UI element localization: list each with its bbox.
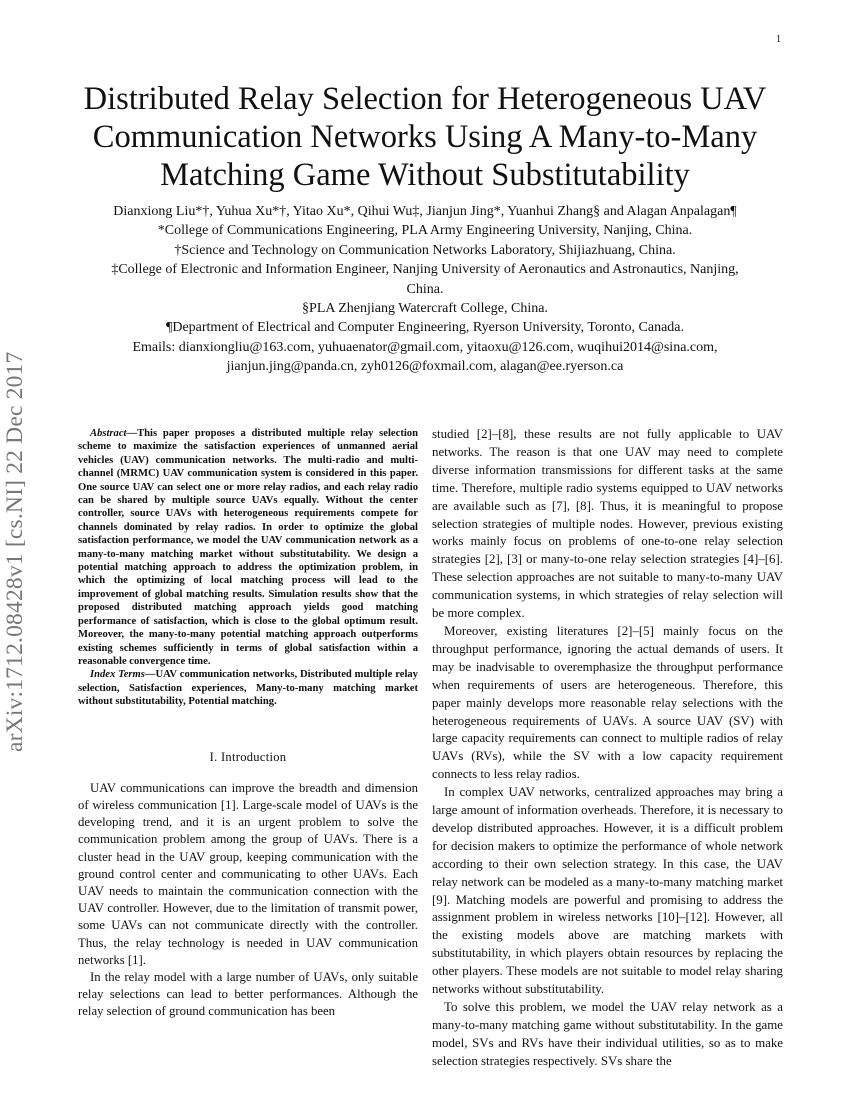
affiliation: †Science and Technology on Communication Networks Laboratory, Shijiazhuang, China. [174, 242, 676, 258]
paragraph: In complex UAV networks, centralized approaches may bring a large amount of information overheads. Therefore, it is necessary to develop distributed approaches. However, it is a difficult problem for decision makers to optimize the performance of whole network according to their own selection strategy. In this case, the UAV relay network can be modeled as a many-to-many matching market [9]. Matching models are powerful and promising to address the assignment problem in wireless networks [10]–[12]. However, all the existing models above are matching markets with substitutability, in which players obtain resources by replacing the other players. These models are not suitable to model relay sharing networks without substitutability. [432, 785, 783, 997]
abstract [78, 427, 418, 668]
paragraph: To solve this problem, we model the UAV relay network as a many-to-many matching game without substitutability. In the game model, SVs and RVs have their individual utilities, so as to make selection strategies respectively. SVs share the [432, 1000, 783, 1068]
abstract-text: —This paper proposes a distributed multiple relay selection scheme to maximize the satisfaction experiences of unmanned aerial vehicles (UAV) communication networks. The multi-radio and multi-channel (MRMC) UAV communication system is considered in this paper. One source UAV can select one or more relay radios, and each relay radio can be shared by multiple source UAVs equally. Without the center controller, source UAVs with heterogeneous requirements compete for channels dominated by relay radios. In order to optimize the global satisfaction performance, we model the UAV communication network as a many-to-many matching market without substitutability. We design a potential matching approach to address the optimization problem, in which the optimizing of local matching process will lead to the improvement of global matching results. Simulation results show that the proposed distributed matching approach yields good matching performance of satisfaction, which is close to the global optimum result. Moreover, the many-to-many potential matching approach outperforms existing schemes sufficiently in terms of global satisfaction within a reasonable convergence time. [78, 428, 418, 667]
emails: Emails: dianxiongliu@163.com, yuhuaenator@gmail.com, yitaoxu@126.com, wuqihui2014@sina.com, [132, 339, 718, 355]
author-block [40, 202, 810, 377]
paragraph: UAV communications can improve the breadth and dimension of wireless communication [1]. Large-scale model of UAVs is the developing trend, and it is an urgent problem to solve the communication problem among the group of UAVs. There is a cluster head in the UAV group, keeping communication with the ground control center and communicating to other UAVs. Each UAV needs to maintain the communication connection with the UAV controller. However, due to the limitation of transmit power, some UAVs can not communicate directly with the controller. Thus, the relay technology is needed in UAV communication networks [1]. [78, 780, 418, 967]
abstract-label: Abstract [90, 428, 127, 439]
affiliation: *College of Communications Engineering, PLA Army Engineering University, Nanjing, China. [157, 223, 693, 239]
affiliation: §PLA Zhenjiang Watercraft College, China. [302, 301, 548, 317]
emails: jianjun.jing@panda.cn, zyh0126@foxmail.com, alagan@ee.ryerson.ca [226, 359, 624, 375]
paragraph: Moreover, existing literatures [2]–[5] mainly focus on the throughput performance, ignoring the actual demands of users. It may be inadvisable to overemphasize the throughput performance when requirements of users are heterogeneous. Therefore, this paper mainly develops more reasonable relay selections with the heterogeneous requirements of UAVs. A source UAV (SV) with large capacity requirements can connect to multiple radios of relay UAVs (RVs), while the SV with a low capacity requirement connects to less relay radios. [432, 623, 783, 782]
paper-title [40, 80, 810, 194]
affiliation: ¶Department of Electrical and Computer Engineering, Ryerson University, Toronto, Canada. [166, 320, 684, 336]
arxiv-stamp: arXiv:1712.08428v1 [cs.NI] 22 Dec 2017 [2, 351, 28, 752]
title-line: Distributed Relay Selection for Heterogeneous UAV [83, 81, 767, 117]
title-line: Matching Game Without Substitutability [160, 157, 690, 193]
right-column [432, 426, 783, 1071]
page-number: 1 [776, 34, 781, 45]
index-terms-label: Index Terms [90, 669, 145, 681]
author-names: Dianxiong Liu*†, Yuhua Xu*†, Yitao Xu*, Qihui Wu‡, Jianjun Jing*, Yuanhui Zhang§ and Alagan Anpalagan¶ [113, 204, 737, 219]
left-column [78, 427, 418, 1021]
paragraph: In the relay model with a large number of UAVs, only suitable relay selections can lead to better performances. Although the relay selection of ground communication has been [78, 969, 418, 1019]
affiliation: ‡College of Electronic and Information Engineer, Nanjing University of Aeronautics and Astronautics, Nanjing, [111, 262, 739, 278]
title-line: Communication Networks Using A Many-to-Many [92, 119, 758, 155]
affiliation: China. [406, 281, 444, 297]
paragraph: studied [2]–[8], these results are not fully applicable to UAV networks. The reason is that one UAV may need to complete diverse information transmissions for different tasks at the same time. Therefore, multiple radio systems equipped to UAV networks are available such as [7], [8]. Thus, it is meaningful to propose selection strategies of multiple nodes. However, previous existing works mainly focus on problems of one-to-one relay selection strategies [2], [3] or many-to-one relay selection strategies [4]–[6]. These selection approaches are not suitable to many-to-many UAV communication systems, in which strategies of relay selection will be more complex. [432, 427, 783, 621]
index-terms-text: —UAV communication networks, Distributed multiple relay selection, Satisfaction experiences, Many-to-many matching market without substitutability, Potential matching. [78, 669, 418, 708]
index-terms [78, 668, 418, 708]
section-heading: I. Introduction [209, 749, 287, 764]
